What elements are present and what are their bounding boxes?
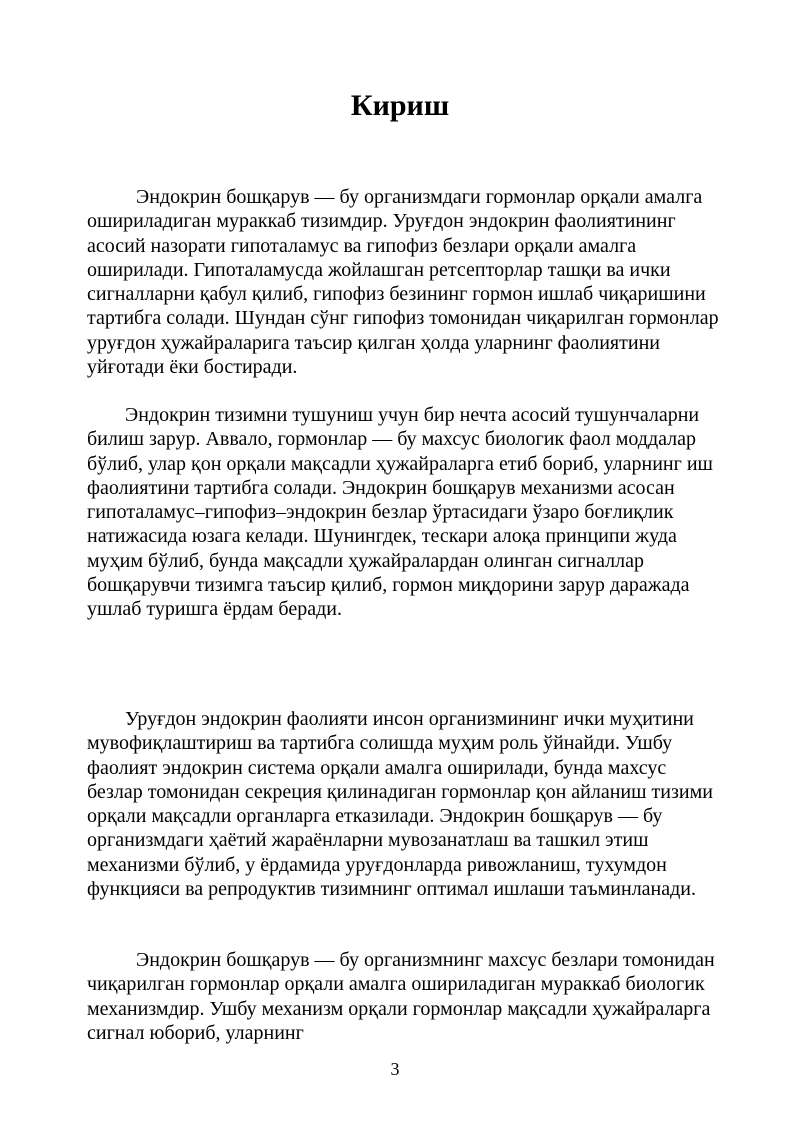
paragraph-4: Эндокрин бошқарув — бу организмнинг махсус безлари томонидан чиқарилган гормонлар орқали амалга ошириладиган мураккаб биологик механизмдир. Ушбу механизм орқали гормонлар мақсадли ҳужайраларга сигнал юбориб, уларнинг [87,949,715,1044]
page-title: Кириш [350,89,450,122]
page-number: 3 [390,1059,400,1079]
paragraph-1: Эндокрин бошқарув — бу организмдаги гормонлар орқали амалга ошириладиган мураккаб тизимдир. Уруғдон эндокрин фаолиятининг асосий назорати гипоталамус ва гипофиз безлари орқали амалга оширилади. Гипоталамусда жойлашган ретсепторлар ташқи ва ички сигналларни қабул қилиб, гипофиз безининг гормон ишлаб чиқаришини тартибга солади. Шундан сўнг гипофиз томонидан чиқарилган гормонлар уруғдон ҳужайраларига таъсир қилган ҳолда уларнинг фаолиятини уйғотади ёки бостиради. [87,186,719,379]
paragraph-3: Уруғдон эндокрин фаолияти инсон организмининг ички муҳитини мувофиқлаштириш ва тартибга солишда муҳим роль ўйнайди. Ушбу фаолият эндокрин система орқали амалга оширилади, бунда махсус безлар томонидан секреция қилинадиган гормонлар қон айланиш тизими орқали мақсадли органларга етказилади. Эндокрин бошқарув — бу организмдаги ҳаётий жараёнларни мувозанатлаш ва ташкил этиш механизми бўлиб, у ёрдамида уруғдонларда ривожланиш, тухумдон функцияси ва репродуктив тизимнинг оптимал ишлаши таъминланади. [87,708,713,901]
paragraph-2: Эндокрин тизимни тушуниш учун бир нечта асосий тушунчаларни билиш зарур. Аввало, гормонлар — бу махсус биологик фаол моддалар бўлиб, улар қон орқали мақсадли ҳужайраларга етиб бориб, уларнинг иш фаолиятини тартибга солади. Эндокрин бошқарув механизми асосан гипоталамус–гипофиз–эндокрин безлар ўртасидаги ўзаро боғлиқлик натижасида юзага келади. Шунингдек, тескари алоқа принципи жуда муҳим бўлиб, бунда мақсадли ҳужайралардан олинган сигналлар бошқарувчи тизимга таъсир қилиб, гормон миқдорини зарур даражада ушлаб туришга ёрдам беради. [87,404,713,621]
